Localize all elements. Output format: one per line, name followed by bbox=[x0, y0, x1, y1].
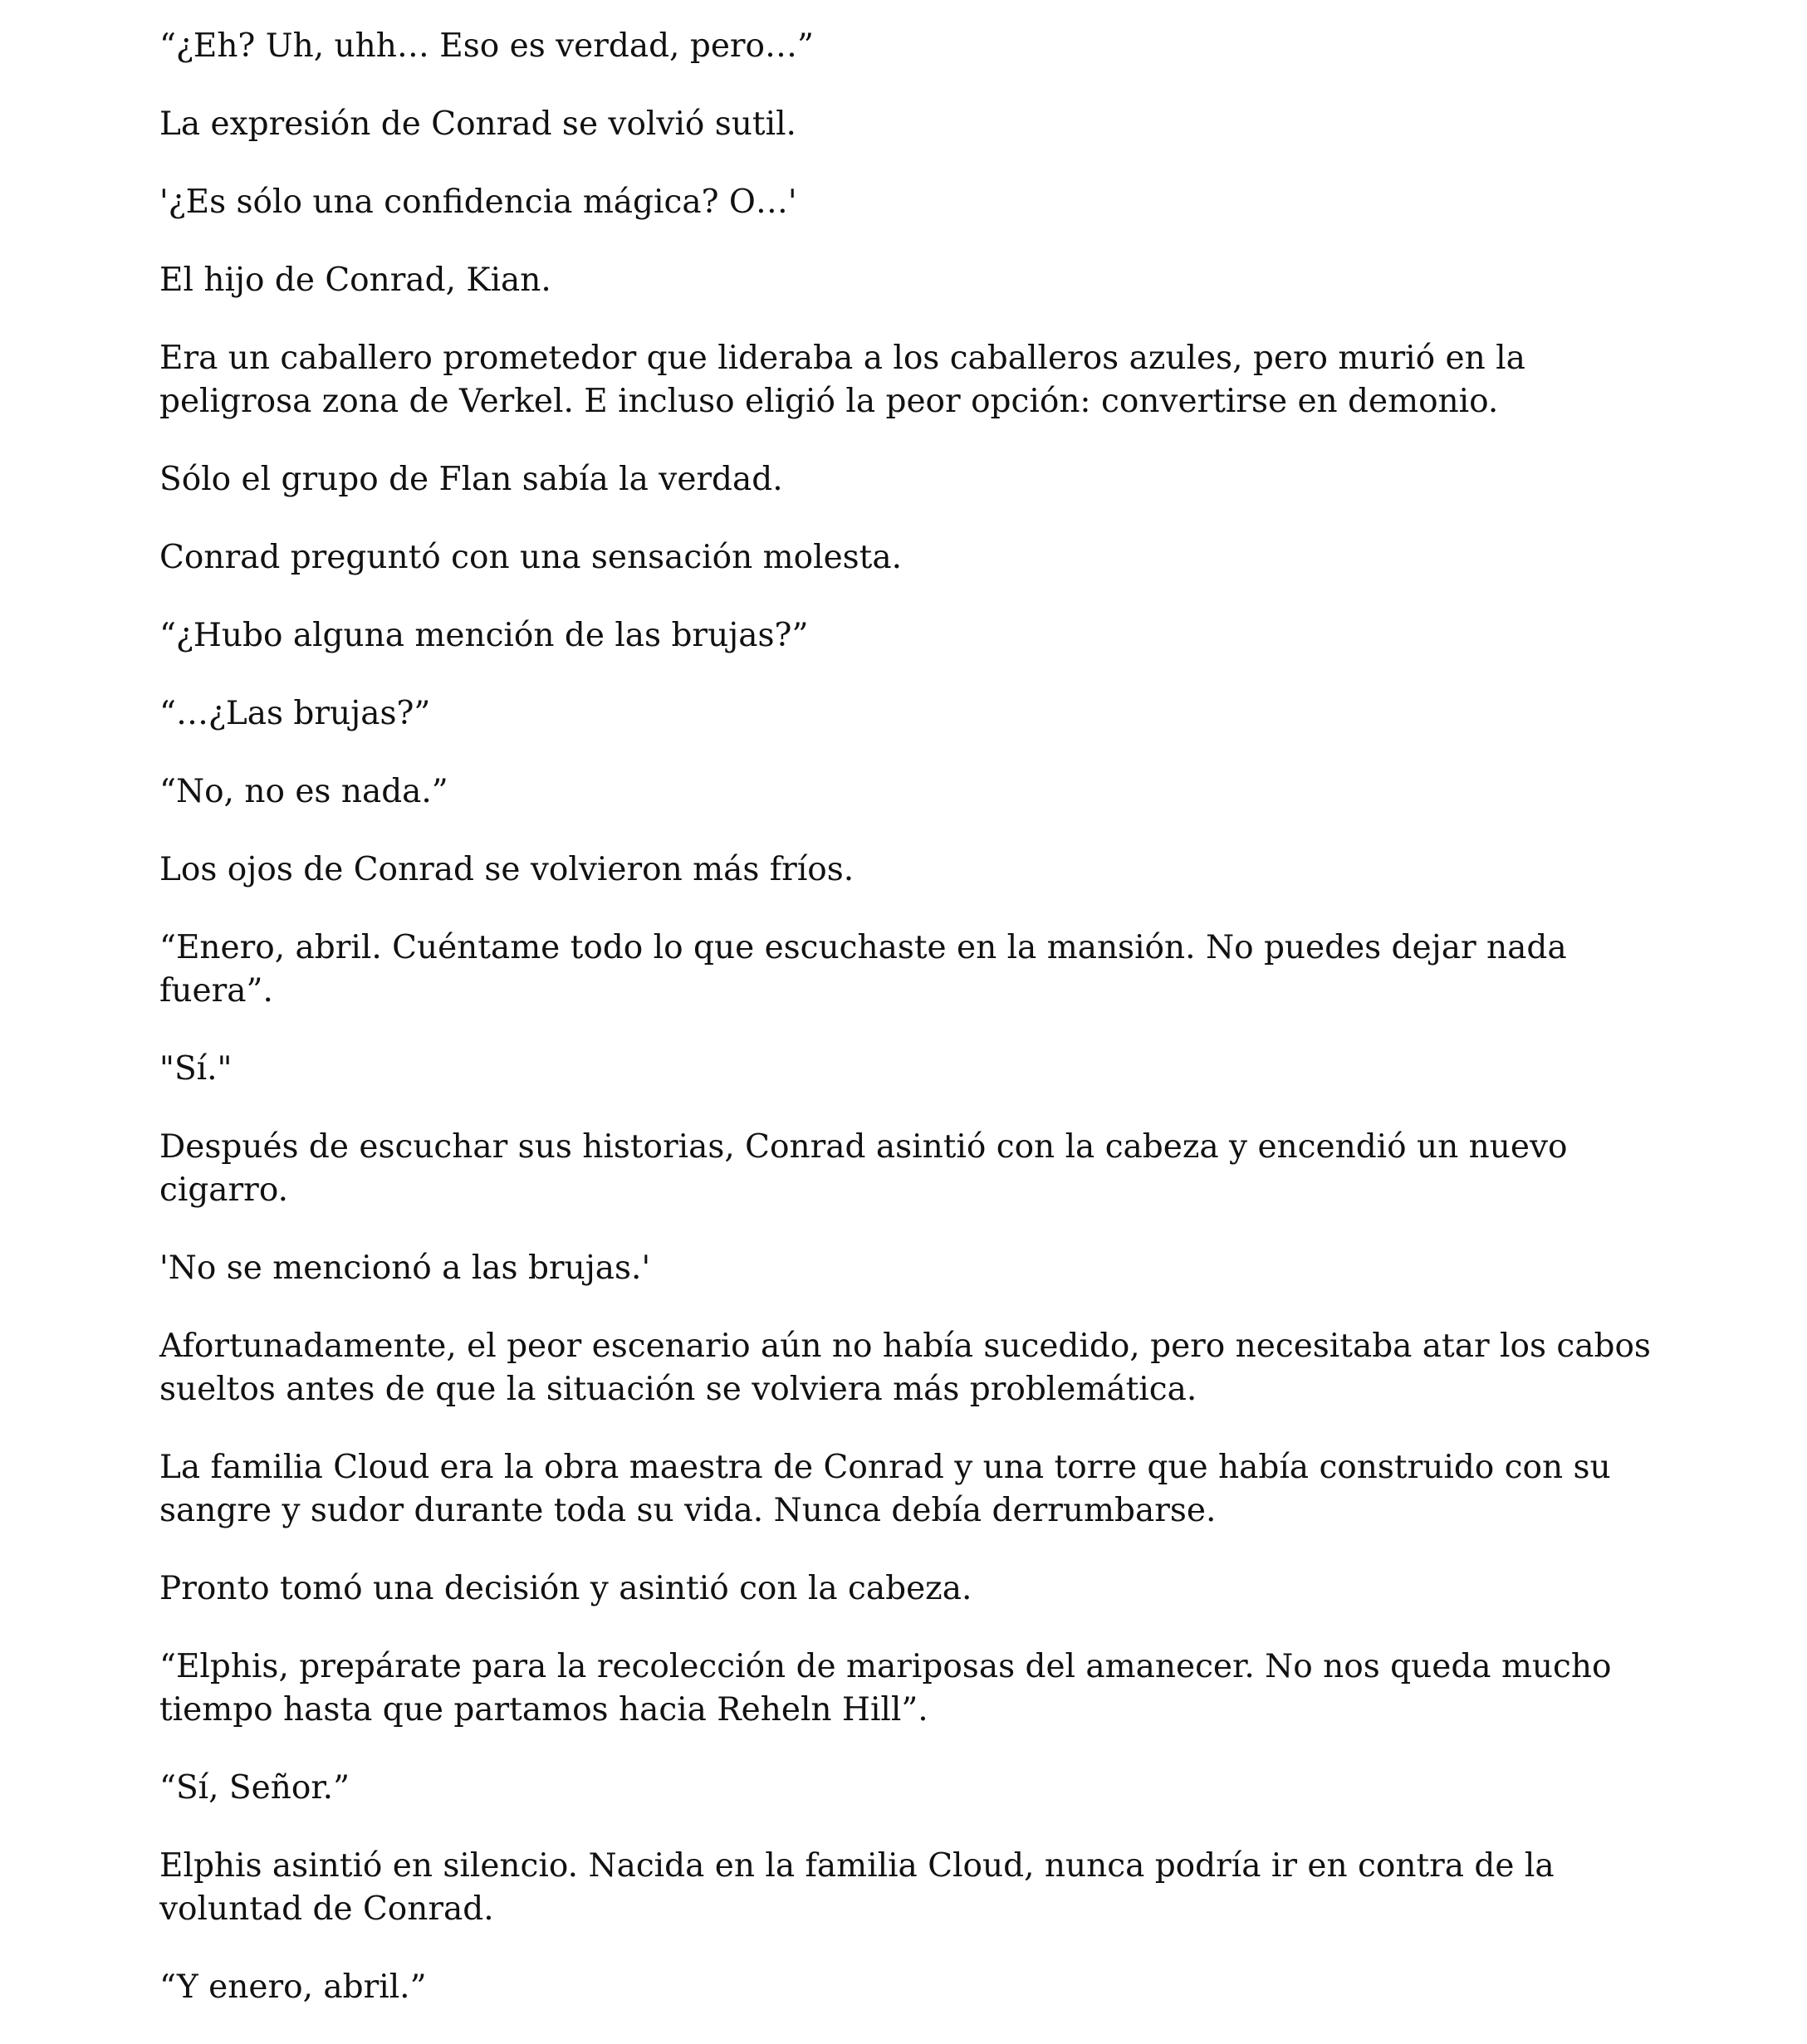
paragraph-12: “Enero, abril. Cuéntame todo lo que escuchaste en la mansión. No puedes dejar nada fuera”. bbox=[159, 929, 1567, 1010]
paragraph-11: Los ojos de Conrad se volvieron más fríos. bbox=[159, 851, 855, 888]
paragraph-3: '¿Es sólo una confidencia mágica? O…' bbox=[159, 183, 797, 221]
paragraph-16: Afortunadamente, el peor escenario aún no había sucedido, pero necesitaba atar los cabos sueltos antes de que la situación se volviera más problemática. bbox=[159, 1328, 1651, 1408]
paragraph-20: “Sí, Señor.” bbox=[159, 1769, 350, 1807]
paragraph-10: “No, no es nada.” bbox=[159, 773, 448, 810]
paragraph-9: “…¿Las brujas?” bbox=[159, 695, 431, 732]
paragraph-6: Sólo el grupo de Flan sabía la verdad. bbox=[159, 461, 783, 498]
paragraph-8: “¿Hubo alguna mención de las brujas?” bbox=[159, 617, 809, 654]
paragraph-18: Pronto tomó una decisión y asintió con la cabeza. bbox=[159, 1570, 972, 1607]
paragraph-17: La familia Cloud era la obra maestra de Conrad y una torre que había construido con su sangre y sudor durante toda su vida. Nunca debía derrumbarse. bbox=[159, 1449, 1611, 1529]
paragraph-7: Conrad preguntó con una sensación molesta. bbox=[159, 539, 902, 576]
paragraph-13: "Sí." bbox=[159, 1050, 233, 1088]
paragraph-15: 'No se mencionó a las brujas.' bbox=[159, 1249, 651, 1287]
document-body bbox=[159, 25, 1654, 2044]
paragraph-19: “Elphis, prepárate para la recolección de mariposas del amanecer. No nos queda mucho tiempo hasta que partamos hacia Reheln Hill”. bbox=[159, 1648, 1612, 1729]
paragraph-4: El hijo de Conrad, Kian. bbox=[159, 262, 551, 299]
paragraph-14: Después de escuchar sus historias, Conrad asintió con la cabeza y encendió un nuevo cigarro. bbox=[159, 1128, 1568, 1209]
paragraph-1: “¿Eh? Uh, uhh… Eso es verdad, pero…” bbox=[159, 27, 814, 65]
paragraph-2: La expresión de Conrad se volvió sutil. bbox=[159, 105, 796, 143]
paragraph-5: Era un caballero prometedor que lideraba a los caballeros azules, pero murió en la peligrosa zona de Verkel. E incluso eligió la peor opción: convertirse en demonio. bbox=[159, 340, 1525, 420]
paragraph-21: Elphis asintió en silencio. Nacida en la familia Cloud, nunca podría ir en contra de la voluntad de Conrad. bbox=[159, 1847, 1555, 1928]
paragraph-22: “Y enero, abril.” bbox=[159, 1968, 427, 2006]
